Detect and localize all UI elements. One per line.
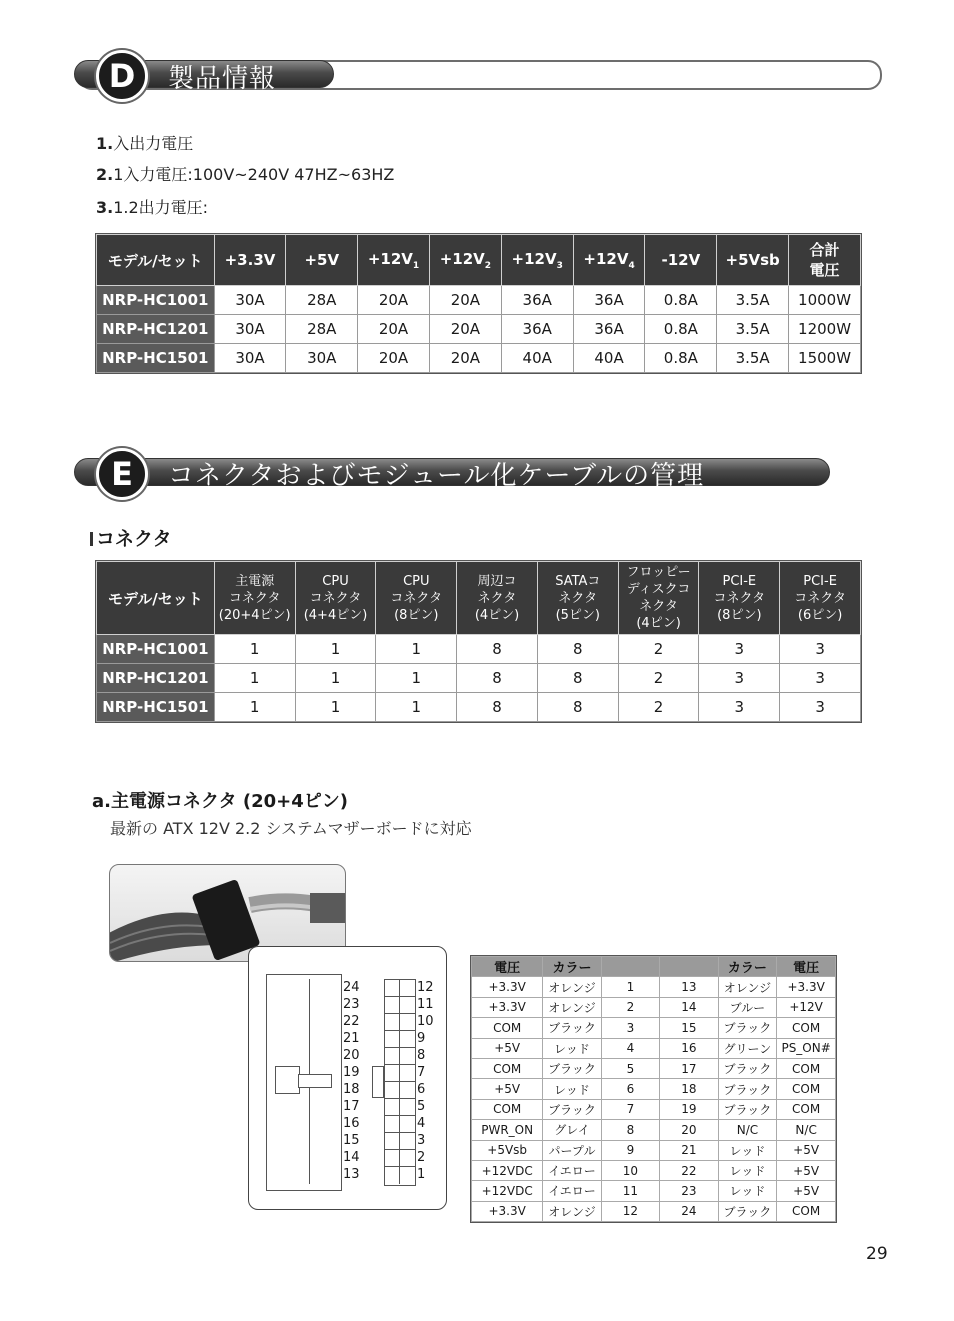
pin-number-right: 2 — [417, 1150, 426, 1165]
table-row — [472, 1181, 836, 1201]
header-cell: CPU コネクタ (8ピン) — [376, 562, 457, 635]
pin-number-right: 11 — [417, 997, 434, 1012]
header-cell: CPU コネクタ (4+4ピン) — [295, 562, 376, 635]
value-cell: 3 — [780, 664, 861, 693]
value-cell: 8 — [457, 664, 538, 693]
pin-cell: ブラック — [718, 1058, 777, 1078]
value-cell: 20A — [429, 315, 501, 344]
pin-cell: COM — [777, 1099, 836, 1119]
table-row — [97, 664, 861, 693]
value-cell: 30A — [214, 344, 286, 373]
pin-slot — [385, 1031, 400, 1048]
pin-number-right: 4 — [417, 1116, 426, 1131]
pin-number-left: 18 — [343, 1082, 360, 1097]
pin-cell: COM — [777, 1079, 836, 1099]
pin-cell: ブルー — [718, 997, 777, 1017]
value-cell: 1 — [214, 635, 295, 664]
value-cell: 3 — [699, 664, 780, 693]
pin-cell: 12 — [601, 1201, 659, 1221]
pin-cell: +3.3V — [777, 977, 836, 997]
pin-number-left: 14 — [343, 1150, 360, 1165]
pin-cell: 5 — [601, 1058, 659, 1078]
pin-cell: 10 — [601, 1160, 659, 1180]
connector-heading — [90, 524, 172, 551]
pin-slot — [385, 997, 400, 1014]
value-cell: 3.5A — [717, 286, 789, 315]
value-cell: 1 — [295, 693, 376, 722]
pin-slot — [400, 1048, 415, 1065]
pin-cell: 15 — [660, 1018, 718, 1038]
pin-cell: 14 — [660, 997, 718, 1017]
pin-slot — [400, 1014, 415, 1031]
value-cell: 20A — [429, 344, 501, 373]
pin-number-left: 20 — [343, 1048, 360, 1063]
pin-slot — [400, 1065, 415, 1082]
pin-slot — [400, 1082, 415, 1099]
pin-cell: +3.3V — [472, 997, 543, 1017]
pin-cell: PWR_ON — [472, 1120, 543, 1140]
value-cell: 1500W — [789, 344, 861, 373]
pin-number-left: 21 — [343, 1031, 360, 1046]
pin-cell: ブラック — [718, 1018, 777, 1038]
table-row — [472, 1038, 836, 1058]
page-number: 29 — [866, 1244, 888, 1264]
header-cell: -12V — [645, 235, 717, 286]
table-header-row — [97, 562, 861, 635]
pin-cell: +12V — [777, 997, 836, 1017]
pin-cell: イエロー — [543, 1181, 601, 1201]
connector-latch — [275, 1066, 300, 1094]
value-cell: 1 — [376, 635, 457, 664]
table-row — [472, 1099, 836, 1119]
connector-latch-arm — [298, 1074, 332, 1088]
pin-cell: レッド — [718, 1181, 777, 1201]
pin-grid — [384, 979, 416, 1186]
table-row — [472, 997, 836, 1017]
list-item-2 — [96, 162, 394, 185]
header-cell: SATAコ ネクタ (5ピン) — [537, 562, 618, 635]
pin-cell: オレンジ — [543, 1201, 601, 1221]
pin-number-left: 23 — [343, 997, 360, 1012]
header-cell: $+12V_2$ — [429, 235, 501, 286]
pin-cell: 1 — [601, 977, 659, 997]
pin-cell: COM — [777, 1018, 836, 1038]
value-cell: 3 — [699, 693, 780, 722]
pin-cell: 8 — [601, 1120, 659, 1140]
value-cell: 3 — [780, 635, 861, 664]
table-row — [472, 1079, 836, 1099]
pin-cell: 18 — [660, 1079, 718, 1099]
pin-cell: ブラック — [718, 1099, 777, 1119]
pin-assignment-table — [471, 956, 836, 1222]
table-row — [97, 635, 861, 664]
pin-number-left: 22 — [343, 1014, 360, 1029]
pin-slot — [400, 1150, 415, 1167]
pin-cell: レッド — [718, 1140, 777, 1160]
value-cell: 1 — [214, 693, 295, 722]
header-cell: モデル/セット — [97, 562, 215, 635]
pin-number-left: 17 — [343, 1099, 360, 1114]
value-cell: 36A — [501, 286, 573, 315]
value-cell: 20A — [358, 315, 430, 344]
pin-cell: グレイ — [543, 1120, 601, 1140]
pin-number-right: 8 — [417, 1048, 426, 1063]
value-cell: 30A — [286, 344, 358, 373]
header-cell: PCI-E コネクタ (6ピン) — [780, 562, 861, 635]
pin-cell: ブラック — [543, 1099, 601, 1119]
header-cell: +3.3V — [214, 235, 286, 286]
pin-cell: +12VDC — [472, 1181, 543, 1201]
header-cell: モデル/セット — [97, 235, 215, 286]
pin-slot — [385, 1133, 400, 1150]
pin-slot — [385, 1048, 400, 1065]
value-cell: 36A — [573, 286, 645, 315]
value-cell: 30A — [214, 315, 286, 344]
connector-table — [96, 561, 861, 722]
header-cell — [601, 957, 659, 977]
pin-cell: COM — [472, 1018, 543, 1038]
pin-cell: レッド — [543, 1079, 601, 1099]
pin-cell: 22 — [660, 1160, 718, 1180]
header-cell: カラー — [718, 957, 777, 977]
table-row — [97, 344, 861, 373]
pin-slot — [385, 1082, 400, 1099]
table-row — [97, 693, 861, 722]
pin-slot — [400, 980, 415, 997]
value-cell: 1 — [295, 635, 376, 664]
header-cell: $+12V_3$ — [501, 235, 573, 286]
pin-number-right: 5 — [417, 1099, 426, 1114]
value-cell: 1 — [376, 664, 457, 693]
value-cell: 36A — [573, 315, 645, 344]
value-cell: 8 — [457, 635, 538, 664]
value-cell: 2 — [618, 635, 699, 664]
header-cell: カラー — [543, 957, 601, 977]
pin-cell: 2 — [601, 997, 659, 1017]
header-cell: $+12V_1$ — [358, 235, 430, 286]
value-cell: 28A — [286, 286, 358, 315]
pin-number-left: 13 — [343, 1167, 360, 1182]
subsection-a-desc: 最新の ATX 12V 2.2 システムマザーボードに対応 — [110, 819, 472, 838]
pin-cell: +3.3V — [472, 977, 543, 997]
section-e-letter: E — [111, 455, 133, 493]
pin-number-right: 7 — [417, 1065, 426, 1080]
output-spec-table — [96, 234, 861, 373]
table-row — [97, 315, 861, 344]
section-d-badge — [96, 50, 148, 102]
pin-cell: PS_ON# — [777, 1038, 836, 1058]
pin-cell: 20 — [660, 1120, 718, 1140]
header-cell: フロッピー ディスクコ ネクタ (4ピン) — [618, 562, 699, 635]
pin-cell: イエロー — [543, 1160, 601, 1180]
pin-cell: COM — [472, 1099, 543, 1119]
pin-cell: N/C — [777, 1120, 836, 1140]
pin-cell: COM — [777, 1201, 836, 1221]
list-num: 3. — [96, 198, 114, 217]
header-cell: +5Vsb — [717, 235, 789, 286]
header-cell: 電圧 — [777, 957, 836, 977]
table-header-row — [97, 235, 861, 286]
pin-number-left: 19 — [343, 1065, 360, 1080]
header-cell: +5V — [286, 235, 358, 286]
pin-cell: N/C — [718, 1120, 777, 1140]
value-cell: 20A — [358, 286, 430, 315]
pin-cell: 4 — [601, 1038, 659, 1058]
pin-cell: +3.3V — [472, 1201, 543, 1221]
pin-slot — [385, 1167, 400, 1184]
value-cell: 8 — [537, 635, 618, 664]
pin-cell: 3 — [601, 1018, 659, 1038]
pin-cell: 21 — [660, 1140, 718, 1160]
header-cell: $+12V_4$ — [573, 235, 645, 286]
pin-number-left: 16 — [343, 1116, 360, 1131]
pin-cell: 13 — [660, 977, 718, 997]
subsection-a-title — [92, 787, 348, 813]
value-cell: 2 — [618, 693, 699, 722]
value-cell: 20A — [429, 286, 501, 315]
pin-cell: COM — [472, 1058, 543, 1078]
section-e-badge — [96, 448, 148, 500]
value-cell: 8 — [457, 693, 538, 722]
pin-slot — [385, 1150, 400, 1167]
list-text: 入出力電圧 — [113, 134, 194, 153]
table-row — [472, 1058, 836, 1078]
pin-number-right: 10 — [417, 1014, 434, 1029]
value-cell: 1 — [295, 664, 376, 693]
list-item-1 — [96, 131, 193, 154]
list-num: 1. — [96, 134, 114, 153]
pin-cell: +5V — [777, 1181, 836, 1201]
pin-cell: レッド — [543, 1038, 601, 1058]
pin-cell: ブラック — [543, 1058, 601, 1078]
pin-slot — [400, 1031, 415, 1048]
pin-cell: 6 — [601, 1079, 659, 1099]
pin-cell: 9 — [601, 1140, 659, 1160]
pin-diagram — [248, 946, 447, 1210]
value-cell: 1200W — [789, 315, 861, 344]
pin-cell: オレンジ — [543, 997, 601, 1017]
table-row — [472, 1120, 836, 1140]
pin-slot — [385, 1065, 400, 1082]
pin-number-left: 15 — [343, 1133, 360, 1148]
value-cell: 3 — [699, 635, 780, 664]
header-cell: PCI-E コネクタ (8ピン) — [699, 562, 780, 635]
pin-number-right: 3 — [417, 1133, 426, 1148]
pin-number-right: 9 — [417, 1031, 426, 1046]
pin-cell: レッド — [718, 1160, 777, 1180]
pin-slot — [385, 1014, 400, 1031]
value-cell: 30A — [214, 286, 286, 315]
list-num: 2. — [96, 165, 114, 184]
header-cell: 電圧 — [472, 957, 543, 977]
value-cell: 20A — [358, 344, 430, 373]
value-cell: 1000W — [789, 286, 861, 315]
section-d-title: 製品情報 — [168, 64, 277, 94]
pin-number-right: 1 — [417, 1167, 426, 1182]
pin-slot — [385, 1116, 400, 1133]
pin-cell: ブラック — [543, 1018, 601, 1038]
table-row — [472, 1201, 836, 1221]
value-cell: 1 — [214, 664, 295, 693]
pin-cell: +12VDC — [472, 1160, 543, 1180]
pin-cell: COM — [777, 1058, 836, 1078]
model-cell: NRP-HC1201 — [97, 664, 215, 693]
pin-cell: 23 — [660, 1181, 718, 1201]
pin-cell: +5V — [472, 1038, 543, 1058]
header-cell — [660, 957, 718, 977]
connector-heading-text: コネクタ — [96, 528, 172, 550]
pin-cell: ブラック — [718, 1201, 777, 1221]
header-cell: 周辺コ ネクタ (4ピン) — [457, 562, 538, 635]
pin-cell: 19 — [660, 1099, 718, 1119]
value-cell: 36A — [501, 315, 573, 344]
value-cell: 1 — [376, 693, 457, 722]
pin-slot — [400, 1133, 415, 1150]
table-row — [472, 977, 836, 997]
model-cell: NRP-HC1001 — [97, 286, 215, 315]
pin-grid-latch — [372, 1066, 384, 1098]
pin-slot — [400, 1116, 415, 1133]
pin-slot — [385, 1099, 400, 1116]
pin-cell: 11 — [601, 1181, 659, 1201]
pin-slot — [400, 1099, 415, 1116]
subsection-prefix: a. — [92, 791, 111, 812]
pin-cell: 17 — [660, 1058, 718, 1078]
pin-number-right: 12 — [417, 980, 434, 995]
section-e-title: コネクタおよびモジュール化ケーブルの管理 — [168, 461, 705, 491]
heading-marker — [90, 532, 93, 546]
pin-cell: グリーン — [718, 1038, 777, 1058]
model-cell: NRP-HC1001 — [97, 635, 215, 664]
table-row — [472, 1018, 836, 1038]
pin-cell: パープル — [543, 1140, 601, 1160]
model-cell: NRP-HC1201 — [97, 315, 215, 344]
subsection-title-text: 主電源コネクタ (20+4ピン) — [110, 791, 348, 812]
pin-cell: +5V — [777, 1140, 836, 1160]
pin-slot — [400, 997, 415, 1014]
value-cell: 2 — [618, 664, 699, 693]
section-d-letter: D — [108, 57, 136, 95]
list-item-3 — [96, 195, 208, 218]
table-row — [472, 1160, 836, 1180]
pin-cell: オレンジ — [718, 977, 777, 997]
header-cell: 主電源 コネクタ (20+4ピン) — [214, 562, 295, 635]
list-text: 1入力電圧:100V~240V 47HZ~63HZ — [113, 165, 395, 184]
model-cell: NRP-HC1501 — [97, 693, 215, 722]
pin-cell: +5V — [777, 1160, 836, 1180]
value-cell: 0.8A — [645, 344, 717, 373]
table-row — [472, 1140, 836, 1160]
pin-slot — [385, 980, 400, 997]
value-cell: 0.8A — [645, 315, 717, 344]
header-cell: 合計 電圧 — [789, 235, 861, 286]
value-cell: 3.5A — [717, 344, 789, 373]
value-cell: 3.5A — [717, 315, 789, 344]
pin-cell: ブラック — [718, 1079, 777, 1099]
table-row — [97, 286, 861, 315]
value-cell: 0.8A — [645, 286, 717, 315]
pin-cell: +5V — [472, 1079, 543, 1099]
value-cell: 40A — [573, 344, 645, 373]
value-cell: 8 — [537, 664, 618, 693]
table-header-row — [472, 957, 836, 977]
pin-cell: オレンジ — [543, 977, 601, 997]
pin-cell: 7 — [601, 1099, 659, 1119]
pin-number-left: 24 — [343, 980, 360, 995]
value-cell: 28A — [286, 315, 358, 344]
pin-cell: 24 — [660, 1201, 718, 1221]
pin-number-right: 6 — [417, 1082, 426, 1097]
pin-slot — [400, 1167, 415, 1184]
pin-cell: 16 — [660, 1038, 718, 1058]
value-cell: 40A — [501, 344, 573, 373]
value-cell: 8 — [537, 693, 618, 722]
list-text: 1.2出力電圧: — [113, 198, 209, 217]
value-cell: 3 — [780, 693, 861, 722]
model-cell: NRP-HC1501 — [97, 344, 215, 373]
pin-cell: +5Vsb — [472, 1140, 543, 1160]
